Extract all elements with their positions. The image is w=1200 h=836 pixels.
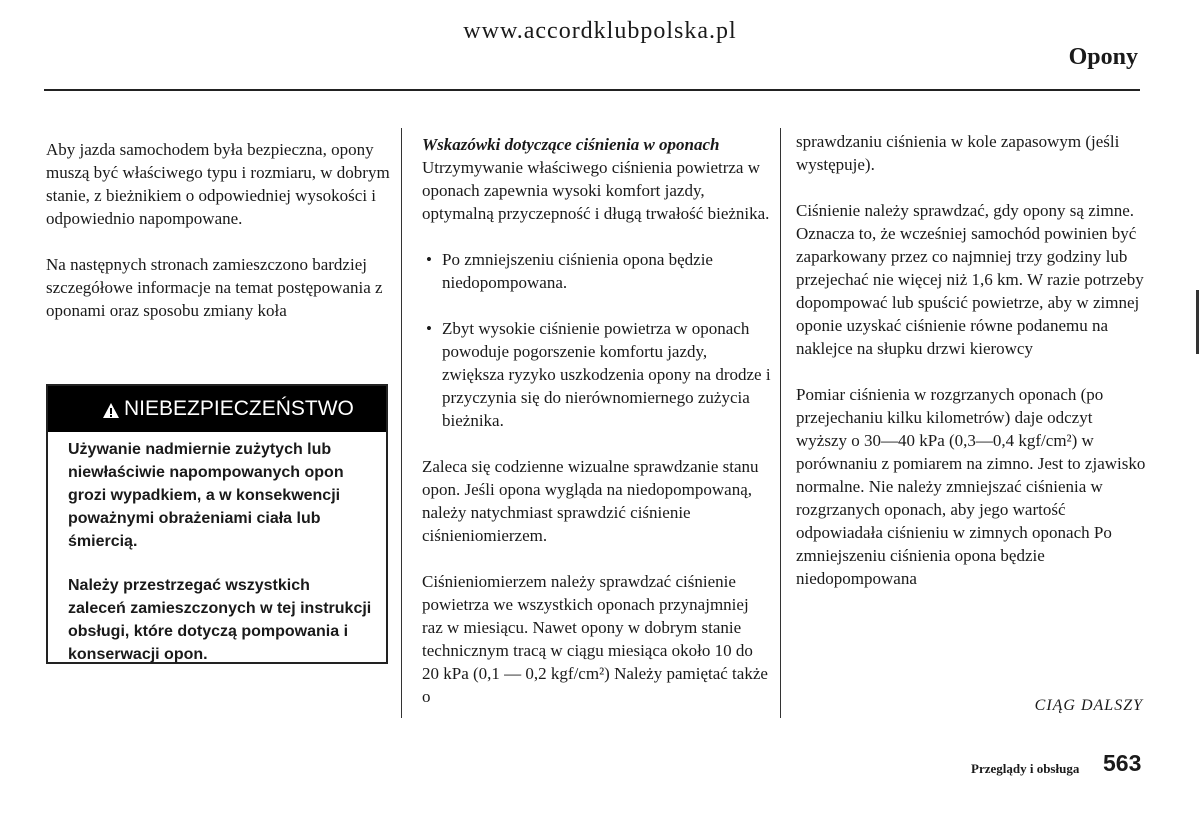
- danger-header: [48, 386, 386, 432]
- danger-box: [46, 384, 388, 664]
- pressure-intro: Utrzymywanie właściwego ciśnienia powietrza w oponach zapewnia wysoki komfort jazdy, optymalną przyczepność i długą trwałość bieżnika.: [422, 158, 770, 223]
- column-divider-2: [780, 128, 781, 718]
- intro-paragraph: Aby jazda samochodem była bezpieczna, opony muszą być właściwego typu i rozmiaru, w dobrym stanie, z bieżnikiem o odpowiedniej wysokości i odpowiednio napompowane.: [46, 140, 390, 228]
- hot-tyres-paragraph: Pomiar ciśnienia w rozgrzanych oponach (po przejechaniu kilku kilometrów) daje odczyt wyższy o 30—40 kPa (0,3—0,4 kgf/cm²) w porównaniu z pomiarem na zimno. Jest to zjawisko normalne. Nie należy zmniejszać ciśnienia w rozgrzanych oponach, aby jego wartość odpowiadała ciśnieniu w zimnych oponach Po zmniejszeniu ciśnienia opona będzie niedopompowana: [796, 385, 1146, 588]
- list-item: • Po zmniejszeniu ciśnienia opona będzie niedopompowana.: [426, 250, 713, 292]
- column-1: [46, 138, 394, 322]
- spare-wheel-paragraph: sprawdzaniu ciśnienia w kole zapasowym (jeśli występuje).: [796, 132, 1120, 174]
- site-url: www.accordklubpolska.pl: [463, 18, 737, 44]
- continued-label: CIĄG DALSZY: [1034, 697, 1143, 714]
- page-edge-mark: [1196, 290, 1199, 354]
- column-divider-1: [401, 128, 402, 718]
- danger-body: [48, 432, 386, 666]
- danger-text-2: Należy przestrzegać wszystkich zaleceń zamieszczonych w tej instrukcji obsługi, które dotyczą pompowania i konserwacji opon.: [68, 577, 372, 663]
- visual-check-paragraph: Zaleca się codzienne wizualne sprawdzanie stanu opon. Jeśli opona wygląda na niedopompowaną, należy natychmiast sprawdzić ciśnienie ciśnieniomierzem.: [422, 457, 759, 545]
- danger-title: NIEBEZPIECZEŃSTWO: [124, 397, 354, 420]
- list-item: • Zbyt wysokie ciśnienie powietrza w oponach powoduje pogorszenie komfortu jazdy, zwiększa ryzyko uszkodzenia opony na drodze i przyczynia się do nierównomiernego zużycia bieżnika.: [426, 319, 771, 430]
- warning-triangle-icon: [102, 401, 120, 418]
- column-2: [422, 133, 772, 708]
- danger-text-1: Używanie nadmiernie zużytych lub niewłaściwie napompowanych opon grozi wypadkiem, a w konsekwencji poważnymi obrażeniami ciała lub śmiercią.: [68, 441, 344, 550]
- gauge-check-paragraph: Ciśnieniomierzem należy sprawdzać ciśnienie powietrza we wszystkich oponach przynajmniej raz w miesiącu. Nawet opony w dobrym stanie technicznym tracą w ciągu miesiąca około 10 do 20 kPa (0,1 — 0,2 kgf/cm²) Należy pamiętać także o: [422, 572, 768, 706]
- pressure-heading: Wskazówki dotyczące ciśnienia w oponach: [422, 135, 720, 154]
- page-number: 563: [1103, 750, 1142, 776]
- footer-section-label: Przeglądy i obsługa: [971, 761, 1080, 776]
- cold-check-paragraph: Ciśnienie należy sprawdzać, gdy opony są zimne. Oznacza to, że wcześniej samochód powinien być zaparkowany przez co najmniej trzy godziny lub przejechać nie więcej niż 1,6 km. W razie potrzeby dopompować lub spuścić powietrze, aby w zimnej oponie uzyskać ciśnienie równe podanemu na naklejce na słupku drzwi kierowcy: [796, 201, 1144, 358]
- pressure-bullet-list: [422, 248, 772, 432]
- section-title: Opony: [1068, 44, 1138, 70]
- column-3: [796, 130, 1146, 590]
- more-info-paragraph: Na następnych stronach zamieszczono bardziej szczegółowe informacje na temat postępowania z oponami oraz sposobu zmiany koła: [46, 255, 383, 320]
- header-rule: [44, 89, 1140, 91]
